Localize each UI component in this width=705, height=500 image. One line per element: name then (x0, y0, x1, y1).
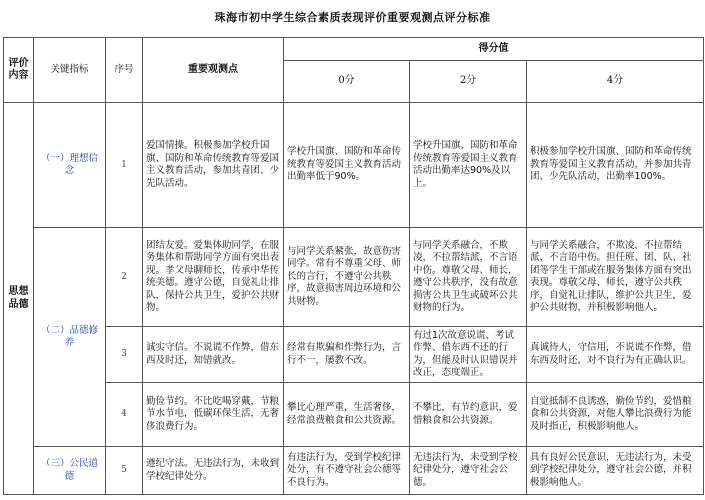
score-0-cell: 有违法行为，受到学校纪律处分，有不遵守社会公德等不良行为。 (284, 447, 410, 495)
header-category: 评价内容 (4, 38, 34, 103)
header-serial: 序号 (106, 38, 143, 103)
table-row (4, 383, 704, 447)
score-4-cell: 具有良好公民意识，无违法行为，未受到学校纪律处分，遵守社会公德，并积极影响他人。 (527, 447, 704, 495)
score-2-cell: 有过1次故意说谎、考试作弊、借东西不还的行为，但能及时认识错误并改正，态度端正。 (410, 327, 527, 383)
indicator-cell: （二）品德修养 (34, 228, 106, 447)
score-0-cell: 学校升国旗、国防和革命传统教育等爱国主义教育活动出勤率低于90%。 (284, 103, 410, 228)
score-4-cell: 真诚待人，守信用，不说谎不作弊，借东西及时还，对不良行为有正确认识。 (527, 327, 704, 383)
header-score-4: 4分 (527, 61, 704, 103)
header-score-0: 0分 (284, 61, 410, 103)
score-4-cell: 自觉抵制不良诱惑，勤俭节约，爱惜粮食和公共资源，对他人攀比浪费行为能及时指正，积极影响他人。 (527, 383, 704, 447)
header-indicator: 关键指标 (34, 38, 106, 103)
score-0-cell: 经常有欺骗和作弊行为，言行不一，屡教不改。 (284, 327, 410, 383)
serial-cell: 3 (106, 327, 143, 383)
table-row (4, 327, 704, 383)
serial-cell: 4 (106, 383, 143, 447)
score-0-cell: 与同学关系紧张，故意伤害同学。常有不尊重父母、师长的言行，不遵守公共秩序，故意损害周边环境和公共财物。 (284, 228, 410, 327)
score-4-cell: 与同学关系融合，不欺凌，不拉帮结派，不言语中伤。担任班、团、队、社团等学生干部或在服务集体方面有突出表现。尊敬父母、师长，遵守公共秩序，自觉礼让排队，维护公共卫生，爱护公共财物，并积极影响他人。 (527, 228, 704, 327)
serial-cell: 1 (106, 103, 143, 228)
score-2-cell: 学校升国旗、国防和革命传统教育等爱国主义教育活动出勤率达90%及以上。 (410, 103, 527, 228)
observation-cell: 勤俭节约。不比吃喝穿戴，节粮节水节电，低碳环保生活，无奢侈浪费行为。 (143, 383, 284, 447)
observation-cell: 诚实守信。不说谎不作弊，借东西及时还，知错就改。 (143, 327, 284, 383)
category-cell: 思想品德 (4, 103, 34, 495)
serial-cell: 2 (106, 228, 143, 327)
score-2-cell: 不攀比，有节约意识，爱惜粮食和公共资源。 (410, 383, 527, 447)
header-observation: 重要观测点 (143, 38, 284, 103)
observation-cell: 遵纪守法。无违法行为，未收到学校纪律处分。 (143, 447, 284, 495)
score-4-cell: 积极参加学校升国旗、国防和革命传统教育等爱国主义教育活动，并参加共青团、少先队活动，出勤率100%。 (527, 103, 704, 228)
indicator-cell: （一）理想信念 (34, 103, 106, 228)
header-score-group: 得分值 (284, 38, 704, 61)
header-score-2: 2分 (410, 61, 527, 103)
score-2-cell: 与同学关系融合，不欺凌，不拉帮结派，不言语中伤。尊敬父母、师长，遵守公共秩序，没有故意损害公共卫生或破坏公共财物的行为。 (410, 228, 527, 327)
score-2-cell: 无违法行为，未受到学校纪律处分，遵守社会公德。 (410, 447, 527, 495)
score-0-cell: 攀比心理严重，生活奢侈，经常浪费粮食和公共资源。 (284, 383, 410, 447)
table-row (4, 447, 704, 495)
scoring-table (3, 37, 704, 495)
serial-cell: 5 (106, 447, 143, 495)
indicator-cell: （三）公民道德 (34, 447, 106, 495)
observation-cell: 团结友爱。爱集体助同学，在服务集体和帮助同学方面有突出表现。孝父母聊师长，传承中华传统美德。遵守公德，自觉礼让排队，保持公共卫生，爱护公共财物。 (143, 228, 284, 327)
table-row (4, 103, 704, 228)
table-row (4, 228, 704, 327)
observation-cell: 爱国情操。积极参加学校升国旗、国防和革命传统教育等爱国主义教育活动，参加共青团、少先队活动。 (143, 103, 284, 228)
document-title: 珠海市初中学生综合素质表现评价重要观测点评分标准 (214, 11, 491, 24)
